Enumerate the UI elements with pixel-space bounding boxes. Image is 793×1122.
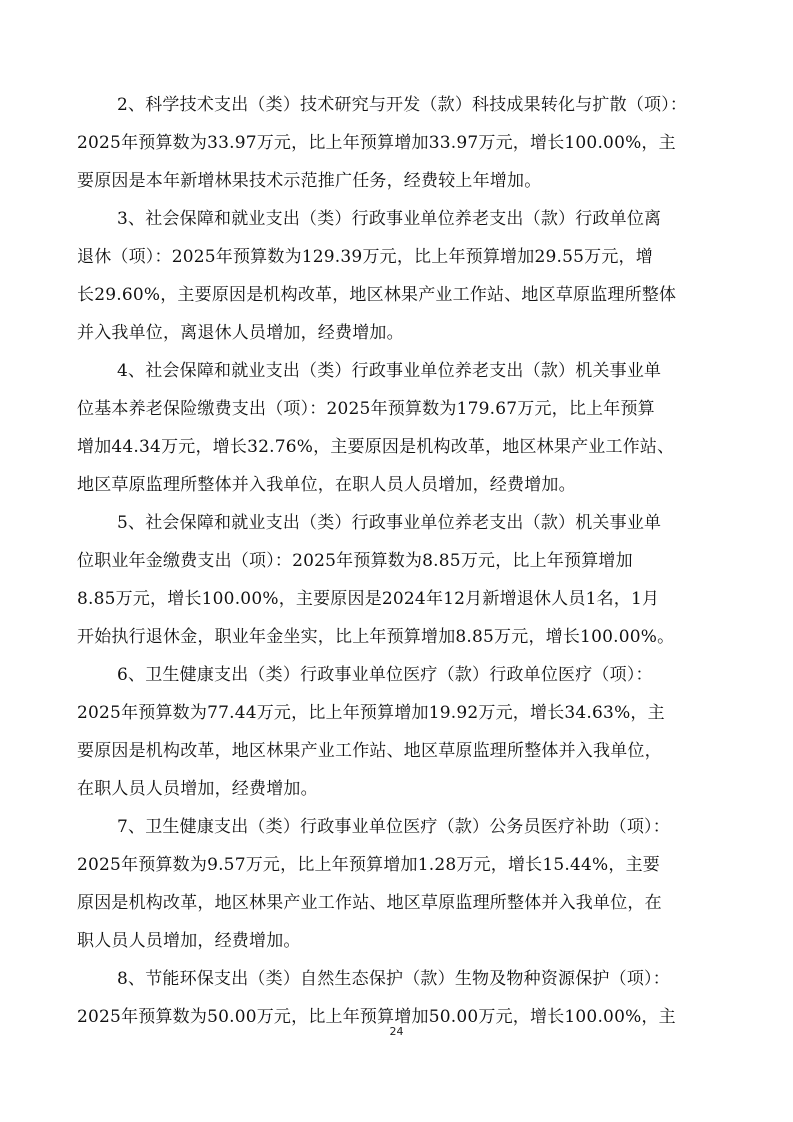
paragraph-line: 2025年预算数为33.97万元，比上年预算增加33.97万元，增长100.00%，主 bbox=[77, 133, 676, 153]
paragraph-line: 3、社会保障和就业支出（类）行政事业单位养老支出（款）行政单位离 bbox=[117, 209, 662, 229]
paragraph-item-5 bbox=[77, 504, 717, 656]
paragraph-line: 退休（项）：2025年预算数为129.39万元，比上年预算增加29.55万元，增 bbox=[77, 247, 653, 267]
paragraph-line: 职人员人员增加，经费增加。 bbox=[77, 931, 301, 951]
paragraph-line: 原因是机构改革，地区林果产业工作站、地区草原监理所整体并入我单位，在 bbox=[77, 893, 662, 913]
paragraph-line: 2025年预算数为50.00万元，比上年预算增加50.00万元，增长100.00%，主 bbox=[77, 1007, 676, 1027]
paragraph-line: 8.85万元，增长100.00%，主要原因是2024年12月新增退休人员1名，1月 bbox=[77, 589, 660, 609]
paragraph-line: 7、卫生健康支出（类）行政事业单位医疗（款）公务员医疗补助（项）： bbox=[117, 817, 670, 837]
paragraph-item-7 bbox=[77, 808, 717, 960]
paragraph-line: 并入我单位，离退休人员增加，经费增加。 bbox=[77, 323, 404, 343]
paragraph-line: 4、社会保障和就业支出（类）行政事业单位养老支出（款）机关事业单 bbox=[117, 361, 662, 381]
paragraph-line: 要原因是机构改革，地区林果产业工作站、地区草原监理所整体并入我单位， bbox=[77, 741, 662, 761]
paragraph-line: 2025年预算数为77.44万元，比上年预算增加19.92万元，增长34.63%，主 bbox=[77, 703, 665, 723]
page-number: 24 bbox=[389, 1025, 404, 1038]
paragraph-line: 8、节能环保支出（类）自然生态保护（款）生物及物种资源保护（项）： bbox=[117, 969, 670, 989]
paragraph-line: 长29.60%，主要原因是机构改革，地区林果产业工作站、地区草原监理所整体 bbox=[77, 285, 677, 305]
paragraph-item-4 bbox=[77, 352, 717, 504]
paragraph-line: 5、社会保障和就业支出（类）行政事业单位养老支出（款）机关事业单 bbox=[117, 513, 662, 533]
paragraph-line: 增加44.34万元，增长32.76%，主要原因是机构改革，地区林果产业工作站、 bbox=[77, 437, 675, 457]
paragraph-line: 位基本养老保险缴费支出（项）：2025年预算数为179.67万元，比上年预算 bbox=[77, 399, 655, 419]
paragraph-line: 2、科学技术支出（类）技术研究与开发（款）科技成果转化与扩散（项）： bbox=[117, 95, 688, 115]
paragraph-line: 要原因是本年新增林果技术示范推广任务，经费较上年增加。 bbox=[77, 171, 542, 191]
paragraph-line: 6、卫生健康支出（类）行政事业单位医疗（款）行政单位医疗（项）： bbox=[117, 665, 653, 685]
paragraph-line: 位职业年金缴费支出（项）：2025年预算数为8.85万元，比上年预算增加 bbox=[77, 551, 633, 571]
paragraph-line: 地区草原监理所整体并入我单位，在职人员人员增加，经费增加。 bbox=[77, 475, 576, 495]
paragraph-line: 2025年预算数为9.57万元，比上年预算增加1.28万元，增长15.44%，主要 bbox=[77, 855, 660, 875]
paragraph-item-6 bbox=[77, 656, 717, 808]
document-body bbox=[77, 86, 717, 1036]
paragraph-item-2 bbox=[77, 86, 717, 200]
paragraph-item-3 bbox=[77, 200, 717, 352]
paragraph-line: 开始执行退休金，职业年金坐实，比上年预算增加8.85万元，增长100.00%。 bbox=[77, 627, 675, 647]
paragraph-line: 在职人员人员增加，经费增加。 bbox=[77, 779, 318, 799]
